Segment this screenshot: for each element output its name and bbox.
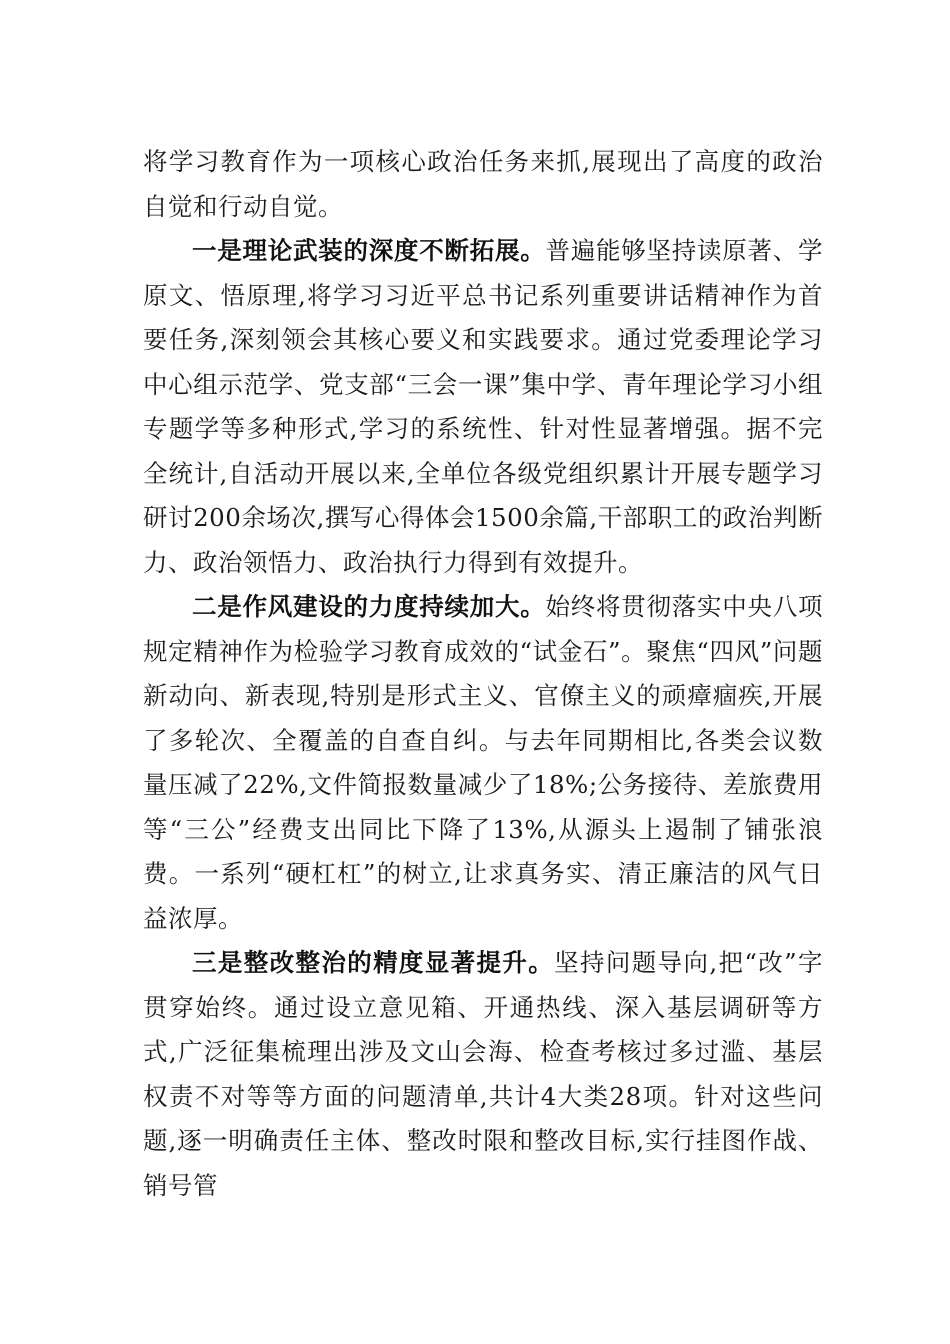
paragraph-intro-continuation bbox=[143, 140, 823, 229]
paragraph-lead-heading: 二是作风建设的力度持续加大。 bbox=[192, 592, 546, 621]
paragraph-theory-study bbox=[143, 229, 823, 585]
paragraph-text: 普遍能够坚持读原著、学原文、悟原理,将学习习近平总书记系列重要讲话精神作为首要任务,深刻领会其核心要义和实践要求。通过党委理论学习中心组示范学、党支部“三会一课”集中学、青年理论学习小组专题学等多种形式,学习的系统性、针对性显著增强。据不完全统计,自活动开展以来,全单位各级党组织累计开展专题学习研讨200余场次,撰写心得体会1500余篇,干部职工的政治判断力、政治领悟力、政治执行力得到有效提升。 bbox=[143, 236, 823, 577]
paragraph-work-style bbox=[143, 585, 823, 941]
paragraph-text: 将学习教育作为一项核心政治任务来抓,展现出了高度的政治自觉和行动自觉。 bbox=[143, 147, 823, 221]
paragraph-text: 坚持问题导向,把“改”字贯穿始终。通过设立意见箱、开通热线、深入基层调研等方式,广泛征集梳理出涉及文山会海、检查考核过多过滥、基层权责不对等等方面的问题清单,共计4大类28项。针对这些问题,逐一明确责任主体、整改时限和整改目标,实行挂图作战、销号管 bbox=[143, 948, 824, 1200]
paragraph-lead-heading: 三是整改整治的精度显著提升。 bbox=[192, 948, 555, 977]
paragraph-lead-heading: 一是理论武装的深度不断拓展。 bbox=[192, 236, 546, 265]
document-body bbox=[143, 140, 823, 1208]
paragraph-rectification bbox=[143, 941, 823, 1208]
paragraph-text: 始终将贯彻落实中央八项规定精神作为检验学习教育成效的“试金石”。聚焦“四风”问题新动向、新表现,特别是形式主义、官僚主义的顽瘴痼疾,开展了多轮次、全覆盖的自查自纠。与去年同期相比,各类会议数量压减了22%,文件简报数量减少了18%;公务接待、差旅费用等“三公”经费支出同比下降了13%,从源头上遏制了铺张浪费。一系列“硬杠杠”的树立,让求真务实、清正廉洁的风气日益浓厚。 bbox=[143, 592, 823, 933]
